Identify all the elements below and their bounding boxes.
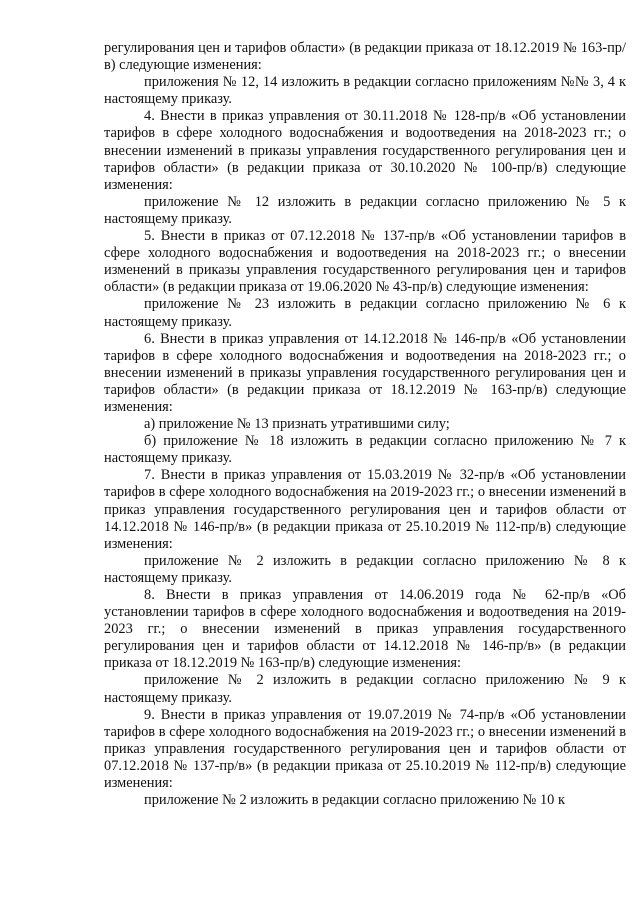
paragraph-item-8: 8. Внести в приказ управления от 14.06.2019 года № 62-пр/в «Об установлении тарифов в сфере холодного водоснабжения и водоотведения на 2019-2023 гг.; о внесении изменений в приказ управления государственного регулирования цен и тарифов области от 14.12.2018 № 146-пр/в» (в редакции приказа от 18.12.2019 № 163-пр/в) следующие изменения:	[104, 587, 626, 672]
paragraph-item-6-a: а) приложение № 13 признать утратившими силу;	[144, 416, 450, 433]
paragraph-item-4-change: приложение № 12 изложить в редакции согласно приложению № 5 к настоящему приказу.	[104, 193, 626, 227]
document-page	[104, 40, 626, 809]
paragraph-item-6-b: б) приложение № 18 изложить в редакции согласно приложению № 7 к настоящему приказу.	[104, 433, 626, 467]
paragraph-item-7-change: приложение № 2 изложить в редакции согласно приложению № 8 к настоящему приказу.	[104, 552, 626, 586]
paragraph-item-5-change: приложение № 23 изложить в редакции согласно приложению № 6 к настоящему приказу.	[104, 296, 626, 330]
paragraph-item-9-change: приложение № 2 изложить в редакции согласно приложению № 10 к	[144, 792, 565, 809]
paragraph-appendix-12-14: приложения № 12, 14 изложить в редакции согласно приложениям №№ 3, 4 к настоящему приказу.	[104, 74, 626, 108]
paragraph-continuation: регулирования цен и тарифов области» (в редакции приказа от 18.12.2019 № 163-пр/в) следующие изменения:	[104, 40, 626, 74]
paragraph-item-8-change: приложение № 2 изложить в редакции согласно приложению № 9 к настоящему приказу.	[104, 672, 626, 706]
paragraph-item-7: 7. Внести в приказ управления от 15.03.2019 № 32-пр/в «Об установлении тарифов в сфере холодного водоснабжения на 2019-2023 гг.; о внесении изменений в приказ управления государственного регулирования цен и тарифов области от 14.12.2018 № 146-пр/в» (в редакции приказа от 25.10.2019 № 112-пр/в) следующие изменения:	[104, 467, 626, 552]
paragraph-item-4: 4. Внести в приказ управления от 30.11.2018 № 128-пр/в «Об установлении тарифов в сфере холодного водоснабжения и водоотведения на 2018-2023 гг.; о внесении изменений в приказы управления государственного регулирования цен и тарифов области» (в редакции приказа от 30.10.2020 № 100-пр/в) следующие изменения:	[104, 108, 626, 193]
paragraph-item-9: 9. Внести в приказ управления от 19.07.2019 № 74-пр/в «Об установлении тарифов в сфере холодного водоснабжения на 2019-2023 гг.; о внесении изменений в приказ управления государственного регулирования цен и тарифов области от 07.12.2018 № 137-пр/в» (в редакции приказа от 25.10.2019 № 112-пр/в) следующие изменения:	[104, 706, 626, 792]
paragraph-item-5: 5. Внести в приказ от 07.12.2018 № 137-пр/в «Об установлении тарифов в сфере холодного водоснабжения и водоотведения на 2018-2023 гг.; о внесении изменений в приказы управления государственного регулирования цен и тарифов области» (в редакции приказа от 19.06.2020 № 43-пр/в) следующие изменения:	[104, 228, 626, 296]
paragraph-item-6: 6. Внести в приказ управления от 14.12.2018 № 146-пр/в «Об установлении тарифов в сфере холодного водоснабжения и водоотведения на 2018-2023 гг.; о внесении изменений в приказы управления государственного регулирования цен и тарифов области» (в редакции приказа от 18.12.2019 № 163-пр/в) следующие изменения:	[104, 330, 626, 415]
